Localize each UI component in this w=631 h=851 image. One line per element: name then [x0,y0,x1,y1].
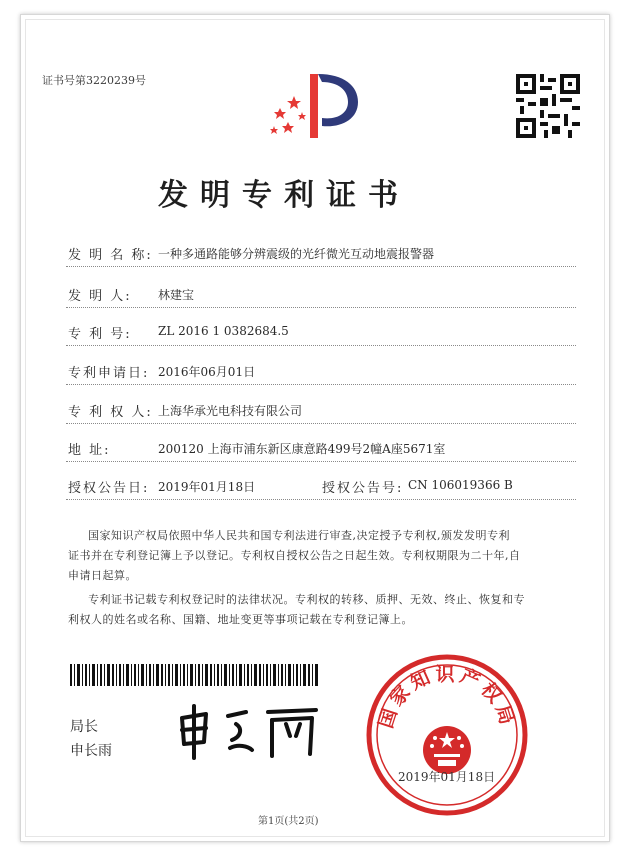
inventor-label: 发 明 人: [68,289,132,304]
invention-name-value: 一种多通路能够分辨震级的光纤微光互动地震报警器 [158,247,435,261]
divider [66,266,576,268]
divider [66,461,576,463]
patent-number-value: ZL 2016 1 0382684.5 [158,324,289,338]
filing-date-label: 专利申请日: [68,366,150,381]
divider [66,499,576,501]
patentee-value: 上海华承光电科技有限公司 [158,404,303,418]
invention-name-label: 发 明 名 称: [68,248,153,263]
inventor-value: 林建宝 [158,288,195,302]
certificate-number: 证书号第3220239号 [42,74,146,87]
patent-number-label: 专 利 号: [68,327,132,342]
divider [66,384,576,386]
patentee-label: 专 利 权 人: [68,405,153,420]
address-label: 地 址: [68,443,111,458]
grant-date-label: 授权公告日: [68,481,150,496]
divider [66,345,576,347]
svg-text:国家知识产权局: 国家知识产权局 [374,663,520,731]
divider [66,423,576,425]
grant-number-label: 授权公告号: [322,481,404,496]
certificate-title: 发明专利证书 [158,178,410,213]
seal-date: 2019年01月18日 [398,770,496,784]
page-info: 第1页(共2页) [258,816,319,827]
official-red-seal-icon [362,650,532,820]
grant-date-value: 2019年01月18日 [158,480,256,494]
patent-office-logo-icon [266,68,372,140]
paragraph-1-line-2: 证书并在专利登记簿上予以登记。专利权自授权公告之日起生效。专利权期限为二十年,自 [68,549,521,562]
paragraph-2-line-1: 专利证书记载专利权登记时的法律状况。专利权的转移、质押、无效、终止、恢复和专 [88,593,525,606]
qr-code-icon [516,74,580,138]
paragraph-2-line-2: 利权人的姓名或名称、国籍、地址变更等事项记载在专利登记簿上。 [68,613,413,626]
address-value: 200120 上海市浦东新区康意路499号2幢A座5671室 [158,442,446,456]
director-name: 申长雨 [70,743,112,759]
paragraph-1-line-3: 申请日起算。 [68,569,137,582]
paragraph-1-line-1: 国家知识产权局依照中华人民共和国专利法进行审查,决定授予专利权,颁发发明专利 [88,529,510,542]
divider [66,307,576,309]
barcode-icon [70,664,318,686]
grant-number-value: CN 106019366 B [408,478,513,492]
director-title: 局长 [70,719,98,735]
filing-date-value: 2016年06月01日 [158,365,256,379]
signature-image [176,702,326,762]
